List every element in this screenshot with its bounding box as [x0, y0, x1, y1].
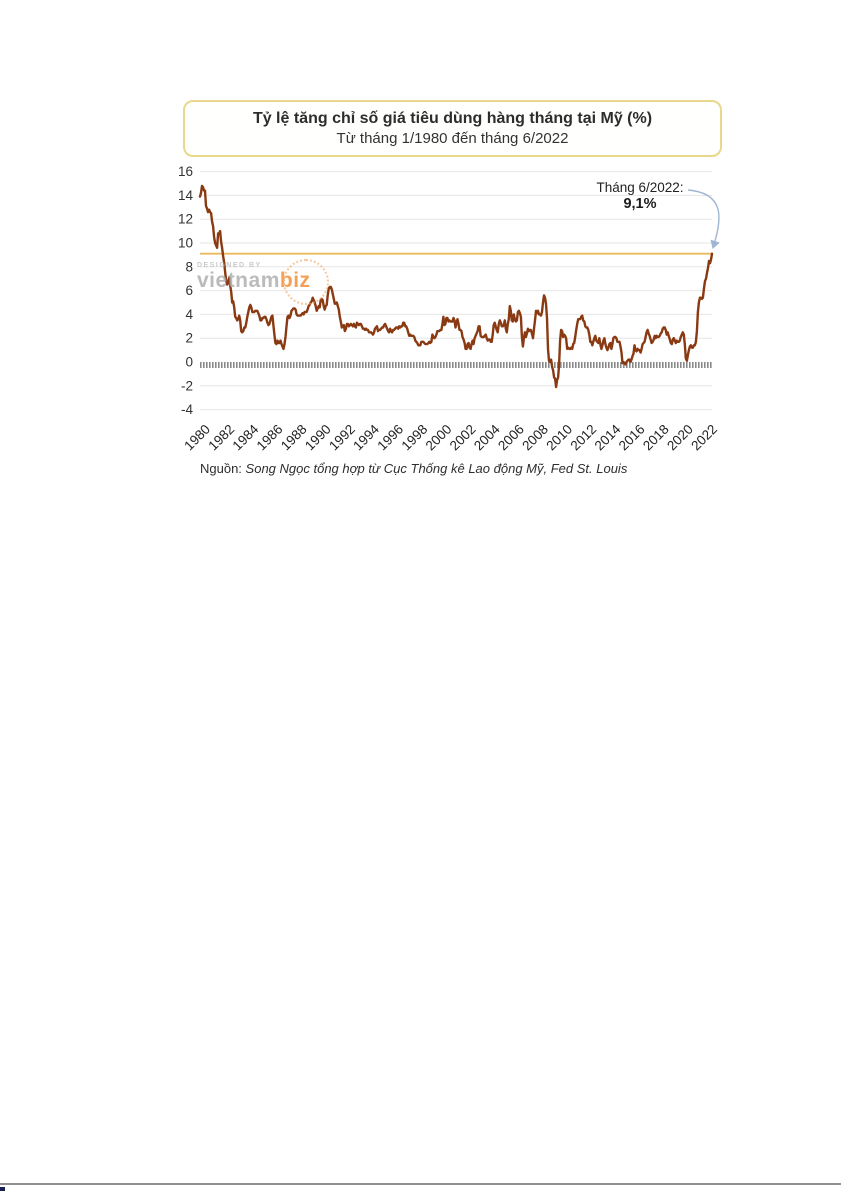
peak-annotation — [575, 180, 705, 213]
zero-axis-tick — [647, 362, 649, 368]
x-axis-label: 1980 — [181, 421, 214, 454]
x-axis-label: 2022 — [688, 421, 721, 454]
zero-axis-tick — [491, 362, 493, 368]
zero-axis-tick — [497, 362, 499, 368]
y-axis-label: 14 — [177, 187, 193, 203]
zero-axis-tick — [341, 362, 343, 368]
zero-axis-tick — [446, 362, 448, 368]
zero-axis-tick — [461, 362, 463, 368]
zero-axis-tick — [512, 362, 514, 368]
zero-axis-tick — [500, 362, 502, 368]
zero-axis-tick — [422, 362, 424, 368]
annotation-value: 9,1% — [623, 196, 657, 212]
zero-axis-tick — [656, 362, 658, 368]
source-text: Song Ngọc tổng hợp từ Cục Thống kê Lao động Mỹ, Fed St. Louis — [245, 461, 628, 476]
x-axis-label: 1992 — [326, 421, 358, 454]
zero-axis-tick — [710, 362, 712, 368]
zero-axis-tick — [326, 362, 328, 368]
zero-axis-tick — [302, 362, 304, 368]
zero-axis-tick — [215, 362, 217, 368]
x-axis-label: 2012 — [567, 421, 600, 454]
zero-axis-tick — [374, 362, 376, 368]
zero-axis-tick — [416, 362, 418, 368]
y-axis-label: 0 — [185, 354, 193, 370]
zero-axis-tick — [506, 362, 508, 368]
zero-axis-tick — [704, 362, 706, 368]
zero-axis-tick — [281, 362, 283, 368]
zero-axis-tick — [320, 362, 322, 368]
zero-axis-tick — [476, 362, 478, 368]
zero-axis-tick — [665, 362, 667, 368]
zero-axis-tick — [263, 362, 265, 368]
zero-axis-tick — [254, 362, 256, 368]
zero-axis-tick — [614, 362, 616, 368]
zero-axis-tick — [296, 362, 298, 368]
zero-axis-tick — [224, 362, 226, 368]
zero-axis-tick — [431, 362, 433, 368]
zero-axis-tick — [443, 362, 445, 368]
zero-axis-tick — [479, 362, 481, 368]
zero-axis-tick — [494, 362, 496, 368]
zero-axis-tick — [419, 362, 421, 368]
zero-axis-tick — [404, 362, 406, 368]
zero-axis-tick — [590, 362, 592, 368]
zero-axis-tick — [692, 362, 694, 368]
x-axis-label: 1982 — [205, 421, 238, 454]
zero-axis-tick — [536, 362, 538, 368]
zero-axis-tick — [701, 362, 703, 368]
zero-axis-tick — [587, 362, 589, 368]
x-axis-label: 2008 — [519, 421, 552, 454]
zero-axis-tick — [470, 362, 472, 368]
y-axis-label: -4 — [180, 402, 193, 418]
zero-axis-tick — [638, 362, 640, 368]
zero-axis-tick — [386, 362, 388, 368]
zero-axis-tick — [530, 362, 532, 368]
zero-axis-tick — [425, 362, 427, 368]
x-axis-label: 2020 — [664, 421, 696, 454]
zero-axis-tick — [575, 362, 577, 368]
watermark-circle-icon — [283, 259, 329, 305]
zero-axis-tick — [338, 362, 340, 368]
zero-axis-tick — [314, 362, 316, 368]
x-axis-label: 1996 — [374, 421, 407, 454]
zero-axis-tick — [599, 362, 601, 368]
zero-axis-tick — [206, 362, 208, 368]
zero-axis-tick — [377, 362, 379, 368]
zero-axis-tick — [413, 362, 415, 368]
zero-axis-tick — [221, 362, 223, 368]
zero-axis-tick — [251, 362, 253, 368]
zero-axis-tick — [482, 362, 484, 368]
zero-axis-tick — [464, 362, 466, 368]
x-axis-label: 2016 — [615, 421, 648, 454]
zero-axis-tick — [299, 362, 301, 368]
y-axis-label: -2 — [180, 378, 193, 394]
zero-axis-tick — [563, 362, 565, 368]
y-axis-label: 8 — [185, 259, 193, 275]
zero-axis-tick — [233, 362, 235, 368]
zero-axis-tick — [353, 362, 355, 368]
zero-axis-tick — [521, 362, 523, 368]
zero-axis-tick — [515, 362, 517, 368]
zero-axis-tick — [410, 362, 412, 368]
x-axis-label: 1984 — [229, 421, 262, 454]
zero-axis-tick — [335, 362, 337, 368]
zero-axis-tick — [389, 362, 391, 368]
zero-axis-tick — [395, 362, 397, 368]
zero-axis-tick — [257, 362, 259, 368]
zero-axis-tick — [698, 362, 700, 368]
y-axis-label: 4 — [185, 306, 193, 322]
zero-axis-tick — [467, 362, 469, 368]
zero-axis-tick — [305, 362, 307, 368]
zero-axis-tick — [293, 362, 295, 368]
zero-axis-tick — [209, 362, 211, 368]
zero-axis-tick — [689, 362, 691, 368]
zero-axis-tick — [365, 362, 367, 368]
zero-axis-tick — [518, 362, 520, 368]
zero-axis-tick — [230, 362, 232, 368]
zero-axis-tick — [350, 362, 352, 368]
x-axis-label: 1986 — [253, 421, 286, 454]
zero-axis-tick — [449, 362, 451, 368]
x-axis-label: 2000 — [422, 421, 455, 454]
watermark — [197, 262, 311, 293]
x-axis-label: 2010 — [543, 421, 576, 454]
annotation-label: Tháng 6/2022: — [596, 180, 684, 195]
zero-axis-tick — [686, 362, 688, 368]
zero-axis-tick — [383, 362, 385, 368]
zero-axis-tick — [278, 362, 280, 368]
y-axis-label: 10 — [177, 235, 193, 251]
zero-axis-tick — [593, 362, 595, 368]
zero-axis-tick — [632, 362, 634, 368]
zero-axis-tick — [311, 362, 313, 368]
zero-axis-tick — [566, 362, 568, 368]
zero-axis-tick — [542, 362, 544, 368]
zero-axis-tick — [260, 362, 262, 368]
zero-axis-tick — [683, 362, 685, 368]
zero-axis-tick — [695, 362, 697, 368]
zero-axis-tick — [200, 362, 202, 368]
zero-axis-tick — [485, 362, 487, 368]
zero-axis-tick — [284, 362, 286, 368]
y-axis-label: 2 — [185, 330, 193, 346]
zero-axis-tick — [362, 362, 364, 368]
zero-axis-tick — [602, 362, 604, 368]
zero-axis-tick — [608, 362, 610, 368]
zero-axis-tick — [434, 362, 436, 368]
x-axis-label: 1990 — [301, 421, 334, 454]
zero-axis-tick — [227, 362, 229, 368]
watermark-designed-by: DESIGNED BY — [197, 262, 262, 269]
zero-axis-tick — [392, 362, 394, 368]
zero-axis-tick — [668, 362, 670, 368]
x-axis-label: 2006 — [495, 421, 527, 454]
chart-subtitle: Từ tháng 1/1980 đến tháng 6/2022 — [336, 130, 569, 147]
x-axis-label: 1998 — [398, 421, 431, 454]
zero-axis-tick — [671, 362, 673, 368]
zero-axis-tick — [407, 362, 409, 368]
zero-axis-tick — [239, 362, 241, 368]
zero-axis-tick — [356, 362, 358, 368]
zero-axis-tick — [578, 362, 580, 368]
zero-axis-tick — [611, 362, 613, 368]
zero-axis-tick — [680, 362, 682, 368]
watermark-brand-orange: biz — [279, 269, 311, 292]
zero-axis-tick — [653, 362, 655, 368]
zero-axis-tick — [344, 362, 346, 368]
y-axis-label: 16 — [177, 164, 193, 180]
zero-axis-tick — [266, 362, 268, 368]
zero-axis-tick — [581, 362, 583, 368]
zero-axis-tick — [455, 362, 457, 368]
zero-axis-tick — [503, 362, 505, 368]
zero-axis-tick — [458, 362, 460, 368]
zero-axis-tick — [554, 362, 556, 368]
zero-axis-tick — [659, 362, 661, 368]
zero-axis-tick — [677, 362, 679, 368]
zero-axis-tick — [368, 362, 370, 368]
source-prefix: Nguồn: — [200, 461, 246, 476]
y-axis-label: 12 — [177, 211, 193, 227]
zero-axis-tick — [569, 362, 571, 368]
zero-axis-tick — [488, 362, 490, 368]
zero-axis-tick — [437, 362, 439, 368]
x-axis-label: 1988 — [277, 421, 310, 454]
zero-axis-tick — [674, 362, 676, 368]
zero-axis-tick — [635, 362, 637, 368]
zero-axis-tick — [203, 362, 205, 368]
zero-axis-tick — [275, 362, 277, 368]
chart-title-box — [183, 100, 722, 157]
zero-axis-tick — [371, 362, 373, 368]
y-axis-label: 6 — [185, 283, 193, 299]
zero-axis-tick — [524, 362, 526, 368]
zero-axis-tick — [332, 362, 334, 368]
x-axis-label: 2004 — [470, 421, 503, 454]
zero-axis-tick — [248, 362, 250, 368]
x-axis-label: 2002 — [446, 421, 479, 454]
zero-axis-tick — [428, 362, 430, 368]
zero-axis-tick — [584, 362, 586, 368]
zero-axis-tick — [269, 362, 271, 368]
zero-axis-tick — [398, 362, 400, 368]
corner-mark — [0, 1187, 5, 1191]
chart-title: Tỷ lệ tăng chỉ số giá tiêu dùng hàng tháng tại Mỹ (%) — [252, 110, 653, 127]
zero-axis-tick — [329, 362, 331, 368]
zero-axis-tick — [644, 362, 646, 368]
zero-axis-tick — [218, 362, 220, 368]
zero-axis-tick — [308, 362, 310, 368]
zero-axis-tick — [287, 362, 289, 368]
zero-axis-tick — [545, 362, 547, 368]
zero-axis-tick — [641, 362, 643, 368]
watermark-brand — [197, 269, 311, 293]
zero-axis-tick — [359, 362, 361, 368]
zero-axis-tick — [662, 362, 664, 368]
zero-axis-tick — [650, 362, 652, 368]
zero-axis-tick — [596, 362, 598, 368]
source-line — [200, 461, 627, 476]
zero-axis-tick — [440, 362, 442, 368]
zero-axis-tick — [290, 362, 292, 368]
zero-axis-tick — [242, 362, 244, 368]
zero-axis-tick — [380, 362, 382, 368]
zero-axis-tick — [245, 362, 247, 368]
bottom-divider — [0, 1183, 841, 1185]
zero-axis-tick — [527, 362, 529, 368]
zero-axis-tick — [473, 362, 475, 368]
x-axis-label: 2014 — [591, 421, 624, 454]
x-axis-label: 1994 — [350, 421, 383, 454]
zero-axis-tick — [605, 362, 607, 368]
zero-axis-tick — [347, 362, 349, 368]
zero-axis-tick — [317, 362, 319, 368]
zero-axis-tick — [533, 362, 535, 368]
zero-axis-tick — [509, 362, 511, 368]
zero-axis-tick — [323, 362, 325, 368]
zero-axis-tick — [401, 362, 403, 368]
zero-axis-tick — [452, 362, 454, 368]
zero-axis-tick — [272, 362, 274, 368]
zero-axis-tick — [539, 362, 541, 368]
zero-axis-tick — [572, 362, 574, 368]
x-axis-label: 2018 — [639, 421, 672, 454]
zero-axis-tick — [236, 362, 238, 368]
zero-axis-tick — [212, 362, 214, 368]
zero-axis-tick — [707, 362, 709, 368]
zero-axis-tick — [617, 362, 619, 368]
watermark-brand-gray: vietnam — [197, 269, 280, 292]
